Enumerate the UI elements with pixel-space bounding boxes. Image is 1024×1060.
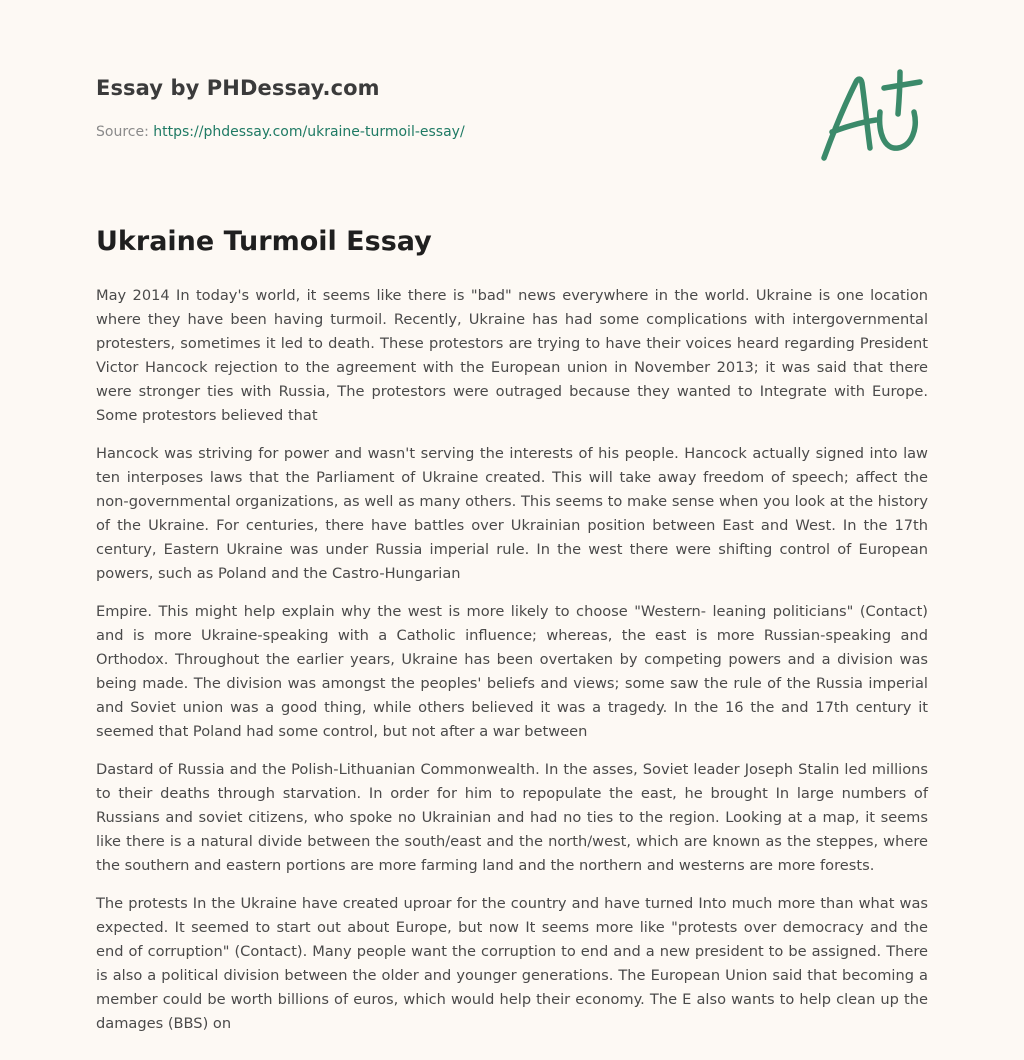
a-plus-grade-icon [818, 62, 930, 170]
essay-paragraph: Empire. This might help explain why the west is more likely to choose "Western- leaning politicians" (Contact) and is more Ukraine-speaking with a Catholic influence; whereas, the east is more Russian-speaking and Orthodox. Throughout the earlier years, Ukraine has been overtaken by competing powers and a division was being made. The division was amongst the peoples' beliefs and views; some saw the rule of the Russia imperial and Soviet union was a good thing, while others believed it was a tragedy. In the 16 the and 17th century it seemed that Poland had some control, but not after a war between [96, 603, 928, 740]
essay-body [96, 284, 928, 1050]
site-title: Essay by PHDessay.com [96, 76, 380, 100]
source-label: Source: [96, 124, 154, 140]
source-line [96, 124, 465, 140]
essay-paragraph: Hancock was striving for power and wasn't serving the interests of his people. Hancock actually signed into law ten interposes laws that the Parliament of Ukraine created. This will take away freedom of speech; affect the non-governmental organizations, as well as many others. This seems to make sense when you look at the history of the Ukraine. For centuries, there have battles over Ukrainian position between East and West. In the 17th century, Eastern Ukraine was under Russia imperial rule. In the west there were shifting control of European powers, such as Poland and the Castro-Hungarian [96, 445, 928, 582]
essay-paragraph: May 2014 In today's world, it seems like there is "bad" news everywhere in the world. Ukraine is one location where they have been having turmoil. Recently, Ukraine has had some complications with intergovernmental protesters, sometimes it led to death. These protestors are trying to have their voices heard regarding President Victor Hancock rejection to the agreement with the European union in November 2013; it was said that there were stronger ties with Russia, The protestors were outraged because they wanted to Integrate with Europe. Some protestors believed that [96, 287, 928, 424]
essay-title: Ukraine Turmoil Essay [96, 226, 432, 257]
page-header [96, 0, 928, 200]
source-link[interactable]: https://phdessay.com/ukraine-turmoil-essay/ [153, 124, 465, 140]
essay-paragraph: Dastard of Russia and the Polish-Lithuanian Commonwealth. In the asses, Soviet leader Joseph Stalin led millions to their deaths through starvation. In order for him to repopulate the east, he brought In large numbers of Russians and soviet citizens, who spoke no Ukrainian and had no ties to the region. Looking at a map, it seems like there is a natural divide between the south/east and the north/west, which are known as the steppes, where the southern and eastern portions are more farming land and the northern and westerns are more forests. [96, 761, 928, 874]
essay-paragraph: The protests In the Ukraine have created uproar for the country and have turned Into much more than what was expected. It seemed to start out about Europe, but now It seems more like "protests over democracy and the end of corruption" (Contact). Many people want the corruption to end and a new president to be assigned. There is also a political division between the older and younger generations. The European Union said that becoming a member could be worth billions of euros, which would help their economy. The E also wants to help clean up the damages (BBS) on [96, 895, 928, 1032]
